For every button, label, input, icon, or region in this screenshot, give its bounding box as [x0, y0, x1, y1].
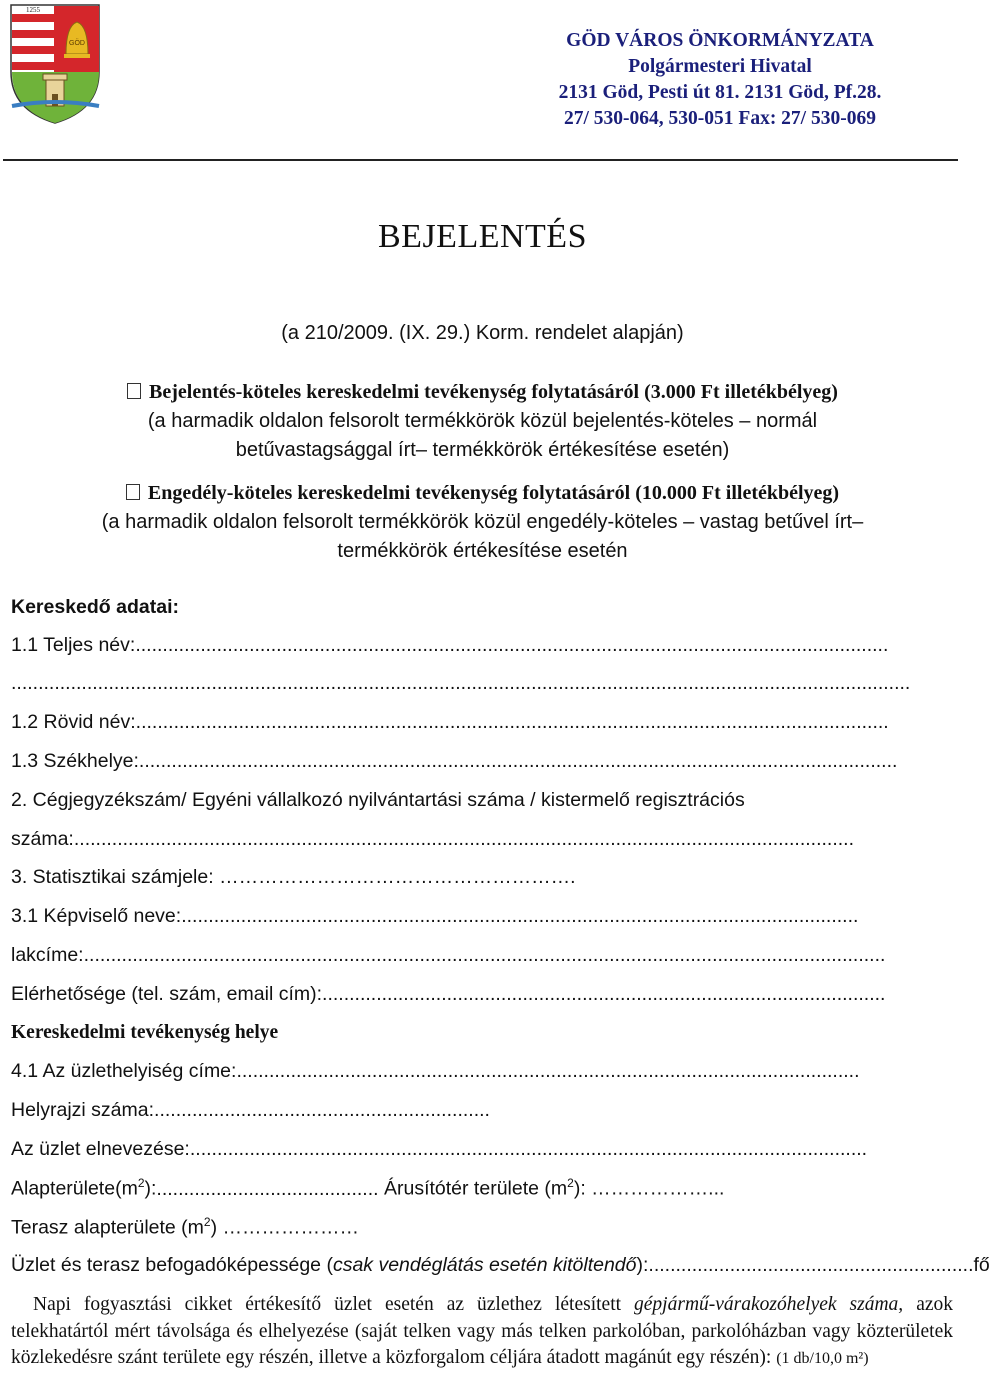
field-lot-no-label: Helyrajzi száma:	[11, 1099, 155, 1121]
field-shop-address-label: 4.1 Az üzlethelyiség címe:	[11, 1060, 237, 1082]
field-address-label: lakcíme:	[11, 944, 84, 966]
option-engedely-desc1: (a harmadik oldalon felsorolt termékkörök közül engedély-köteles – vastag betűvel írt–	[101, 511, 864, 533]
option-bejelentes-checkbox[interactable]	[127, 383, 141, 399]
option-engedely-checkbox[interactable]	[126, 484, 140, 500]
option-bejelentes-desc1: (a harmadik oldalon felsorolt termékkörök közül bejelentés-köteles – normál	[147, 410, 818, 432]
field-terrace-label: Terasz alapterülete (m	[11, 1216, 204, 1239]
field-lot-no[interactable]: Helyrajzi száma:..............................................................	[11, 1099, 490, 1121]
header-divider	[3, 159, 958, 161]
field-shop-address[interactable]: 4.1 Az üzlethelyiség címe:...................................................................................................................	[11, 1060, 860, 1082]
city-crest-logo	[8, 2, 102, 126]
field-rep-name-label: 3.1 Képviselő neve:	[11, 905, 182, 927]
field-stat-no[interactable]: 3. Statisztikai számjele: ……………………………………………….	[11, 866, 576, 888]
field-full-name-continued[interactable]: ......................................................................................................................................................................	[11, 672, 911, 694]
field-seat[interactable]: 1.3 Székhelye:............................................................................................................................................	[11, 750, 898, 772]
org-office: Polgármesteri Hivatal	[628, 56, 812, 77]
field-short-name-label: 1.2 Rövid név:	[11, 711, 136, 733]
field-stat-no-label: 3. Statisztikai számjele:	[11, 866, 214, 888]
option-bejelentes-title: Bejelentés-köteles kereskedelmi tevékenység folytatásáról (3.000 Ft illetékbélyeg)	[149, 381, 838, 403]
field-area-label: Alapterülete(m	[11, 1177, 138, 1200]
parking-paragraph: Napi fogyasztási cikket értékesítő üzlet esetén az üzlethez létesített gépjármű-várakozóhelyek száma, azok telekhatártól mért távolsága és elhelyezése (saját telken vagy más telken parkolóban, parkolóházban vagy közterületek közlekedésre szánt területe egy részén, illetve a közforgalom céljára átadott magánút egy részén): (1 db/10,0 m²)	[11, 1294, 953, 1368]
crest-year: 1255	[26, 6, 40, 14]
section-merchant-data: Kereskedő adatai:	[11, 596, 179, 618]
field-address[interactable]: lakcíme:....................................................................................................................................................	[11, 944, 886, 966]
crest-bell-text: GÖD	[69, 40, 85, 47]
field-rep-name[interactable]: 3.1 Képviselő neve:.............................................................................................................................	[11, 905, 859, 927]
field-capacity-label: Üzlet és terasz befogadóképessége (	[11, 1254, 333, 1276]
field-contact-label: Elérhetősége (tel. szám, email cím):	[11, 983, 323, 1005]
page-title: BEJELENTÉS	[378, 218, 587, 255]
field-full-name-label: 1.1 Teljes név:	[11, 634, 136, 656]
option-bejelentes	[0, 381, 965, 404]
org-address: 2131 Göd, Pesti út 81. 2131 Göd, Pf.28.	[558, 82, 882, 103]
section-location-title: Kereskedelmi tevékenység helye	[11, 1022, 279, 1043]
field-capacity[interactable]: Üzlet és terasz befogadóképessége (csak vendéglátás esetén kitöltendő):............................................................fő	[11, 1254, 990, 1276]
option-engedely-desc2: termékkörök értékesítése esetén	[337, 540, 628, 562]
field-reg-no-label: 2. Cégjegyzékszám/ Egyéni vállalkozó nyilvántartási száma / kistermelő regisztrációs	[11, 789, 745, 811]
option-bejelentes-desc2: betűvastagsággal írt– termékkörök értékesítése esetén)	[235, 439, 730, 461]
field-sales-area-label: Árusítótér területe (m	[383, 1177, 568, 1200]
field-area[interactable]: $Alapterülete(m^2)$:......................................... Árusítótér területe $(m^2)$: ………………...	[11, 1176, 725, 1200]
field-seat-label: 1.3 Székhelye:	[11, 750, 139, 772]
field-contact[interactable]: Elérhetősége (tel. szám, email cím):........................................................................................................	[11, 983, 886, 1005]
section-location	[11, 1021, 941, 1044]
page-subtitle: (a 210/2009. (IX. 29.) Korm. rendelet alapján)	[281, 322, 684, 344]
field-full-name-fill: ...........................................................................................................................................	[135, 634, 889, 656]
field-shop-name[interactable]: Az üzlet elnevezése:.............................................................................................................................	[11, 1138, 868, 1160]
field-terrace-area[interactable]: Terasz alapterülete $(m^2)$ …………………	[11, 1215, 360, 1239]
field-short-name[interactable]: 1.2 Rövid név:...........................................................................................................................................	[11, 711, 889, 733]
field-full-name[interactable]	[11, 634, 941, 657]
option-engedely-title: Engedély-köteles kereskedelmi tevékenység folytatásáról (10.000 Ft illetékbélyeg)	[147, 482, 840, 504]
org-phone: 27/ 530-064, 530-051 Fax: 27/ 530-069	[564, 108, 876, 129]
field-shop-name-label: Az üzlet elnevezése:	[11, 1138, 190, 1160]
field-reg-no-label-2: száma:	[11, 828, 74, 850]
option-engedely	[0, 482, 965, 505]
org-name: GÖD VÁROS ÖNKORMÁNYZATA	[566, 30, 874, 51]
field-capacity-unit: fő	[973, 1254, 990, 1276]
field-reg-no[interactable]: száma:................................................................................................................................................	[11, 828, 855, 850]
